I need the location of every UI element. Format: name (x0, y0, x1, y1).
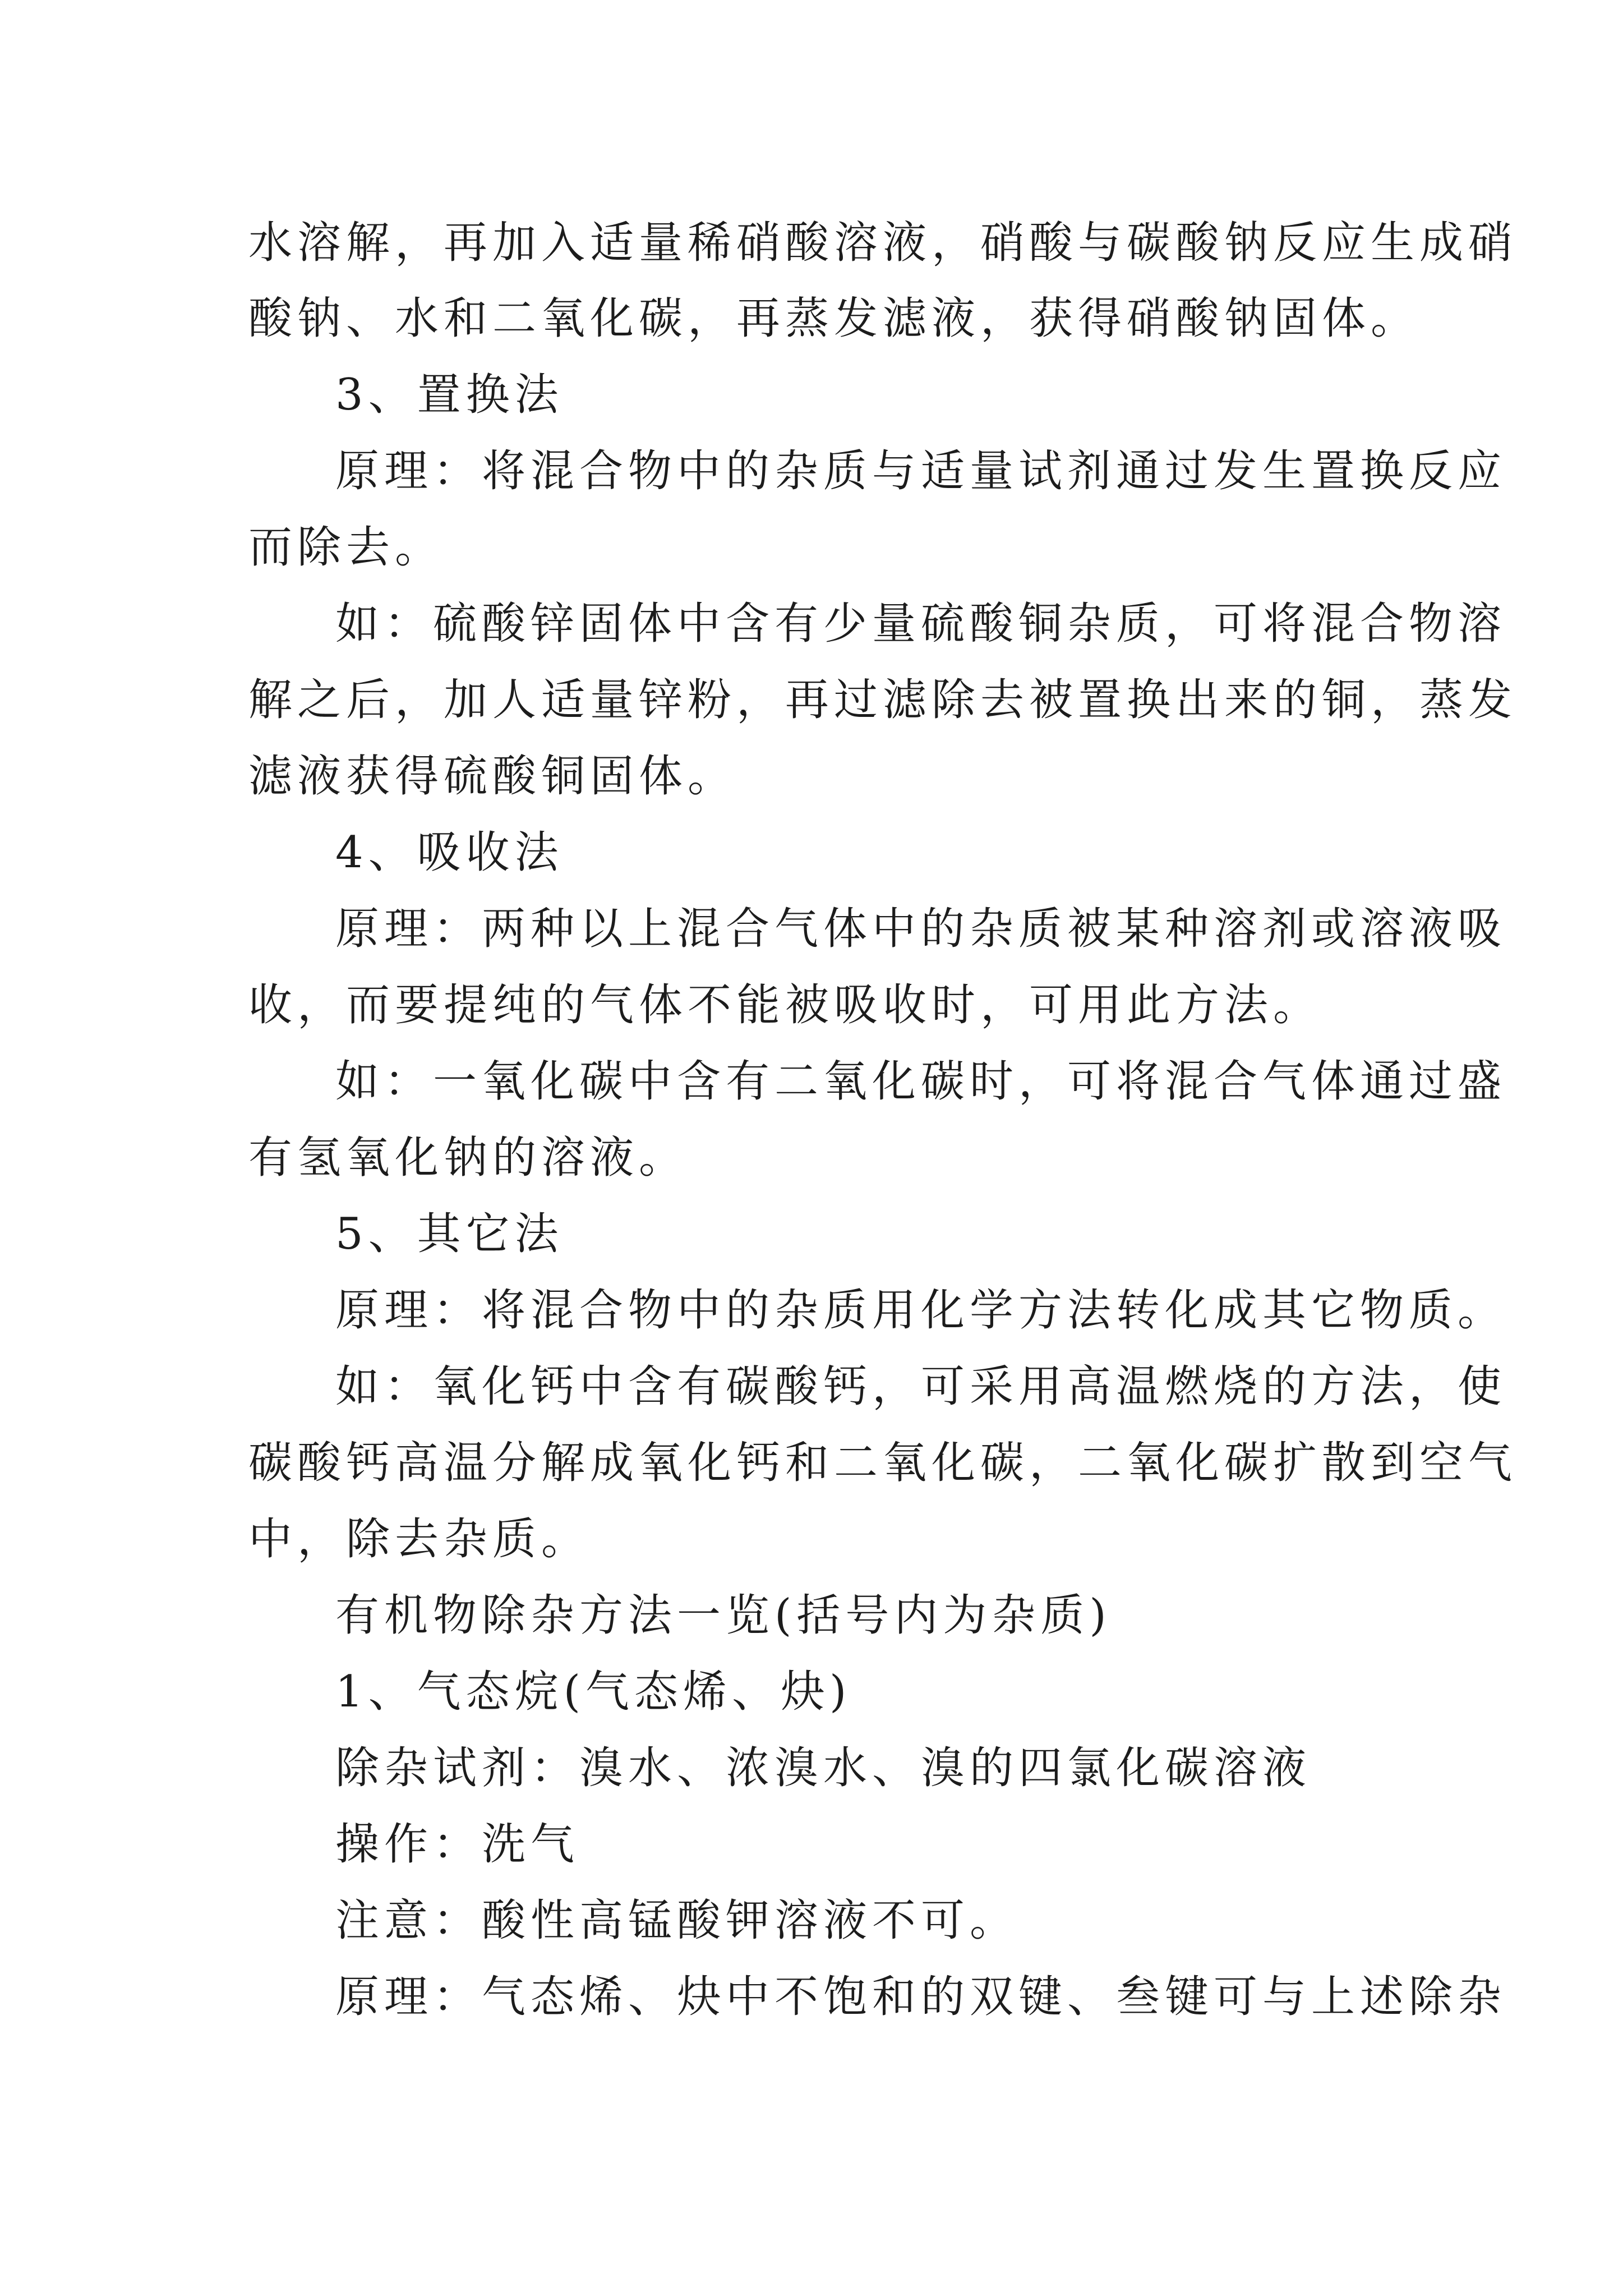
section-heading: 1、气态烷(气态烯、炔) (335, 1667, 852, 1717)
text-line: 酸钠、水和二氧化碳，再蒸发滤液，获得硝酸钠固体。 (248, 293, 1420, 344)
text-line: 原理：将混合物中的杂质用化学方法转化成其它物质。 (335, 1285, 1507, 1336)
text-line: 除杂试剂：溴水、浓溴水、溴的四氯化碳溶液 (335, 1743, 1312, 1793)
text-line: 原理：气态烯、炔中不饱和的双键、叁键可与上述除杂 (335, 1972, 1507, 2022)
text-line: 原理：将混合物中的杂质与适量试剂通过发生置换反应 (335, 446, 1507, 496)
text-line: 如：氧化钙中含有碳酸钙，可采用高温燃烧的方法，使 (335, 1361, 1507, 1412)
text-line: 如：一氧化碳中含有二氧化碳时，可将混合气体通过盛 (335, 1056, 1507, 1107)
text-line: 中，除去杂质。 (248, 1514, 591, 1565)
text-line: 碳酸钙高温分解成氧化钙和二氧化碳，二氧化碳扩散到空气 (248, 1438, 1518, 1488)
section-heading: 有机物除杂方法一览(括号内为杂质) (335, 1590, 1112, 1641)
text-line: 原理：两种以上混合气体中的杂质被某种溶剂或溶液吸 (335, 904, 1507, 954)
text-line: 而除去。 (248, 522, 444, 573)
section-heading: 5、其它法 (335, 1209, 564, 1259)
text-line: 滤液获得硫酸铜固体。 (248, 751, 737, 802)
section-heading: 3、置换法 (335, 370, 564, 420)
text-line: 注意：酸性高锰酸钾溶液不可。 (335, 1895, 1019, 1946)
text-line: 收，而要提纯的气体不能被吸收时，可用此方法。 (248, 980, 1322, 1030)
text-line: 解之后，加人适量锌粉，再过滤除去被置换出来的铜，蒸发 (248, 675, 1518, 725)
section-heading: 4、吸收法 (335, 827, 564, 878)
text-line: 如：硫酸锌固体中含有少量硫酸铜杂质，可将混合物溶 (335, 599, 1507, 649)
text-line: 有氢氧化钠的溶液。 (248, 1133, 688, 1183)
text-line: 操作：洗气 (335, 1819, 580, 1870)
text-line: 水溶解，再加入适量稀硝酸溶液，硝酸与碳酸钠反应生成硝 (248, 218, 1518, 268)
